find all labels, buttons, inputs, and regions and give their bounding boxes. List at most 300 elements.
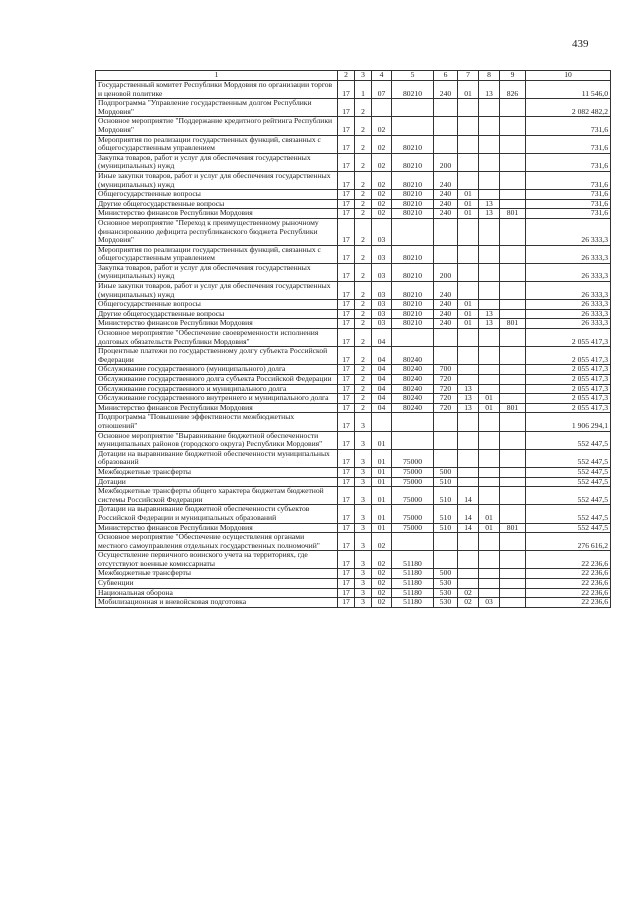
row-code: 01 [479, 505, 500, 523]
row-code [392, 218, 434, 245]
row-code: 17 [338, 487, 355, 505]
row-amount: 552 447,5 [526, 487, 611, 505]
row-code: 2 [355, 300, 372, 310]
row-amount: 552 447,5 [526, 449, 611, 467]
row-code: 240 [434, 300, 458, 310]
row-amount: 2 055 417,3 [526, 384, 611, 394]
row-code: 2 [355, 190, 372, 200]
row-code: 02 [372, 569, 392, 579]
table-row [96, 135, 611, 153]
row-code: 3 [355, 449, 372, 467]
row-amount: 731,6 [526, 209, 611, 219]
row-code [479, 384, 500, 394]
row-code: 01 [458, 209, 479, 219]
row-code [500, 153, 526, 171]
row-code: 80210 [392, 263, 434, 281]
row-description: Иные закупки товаров, работ и услуг для обеспечения государственных (муниципальных) нужд [96, 282, 338, 300]
row-code [479, 218, 500, 245]
row-code: 01 [458, 309, 479, 319]
row-code [372, 99, 392, 117]
row-code: 04 [372, 365, 392, 375]
row-code: 2 [355, 403, 372, 413]
row-code: 75000 [392, 477, 434, 487]
table-row [96, 375, 611, 385]
row-code: 510 [434, 523, 458, 533]
row-description: Подпрограмма "Повышение эффективности межбюджетных отношений" [96, 413, 338, 431]
row-code [500, 218, 526, 245]
row-code: 51180 [392, 588, 434, 598]
row-code: 17 [338, 569, 355, 579]
row-code: 17 [338, 523, 355, 533]
row-code [500, 309, 526, 319]
row-amount: 552 447,5 [526, 467, 611, 477]
row-code [479, 487, 500, 505]
column-header: 3 [355, 71, 372, 81]
budget-table [95, 70, 611, 608]
row-description: Другие общегосударственные вопросы [96, 309, 338, 319]
row-code: 03 [372, 309, 392, 319]
row-code: 17 [338, 579, 355, 589]
row-code [434, 117, 458, 135]
row-amount: 26 333,3 [526, 245, 611, 263]
table-row [96, 329, 611, 347]
row-amount: 26 333,3 [526, 282, 611, 300]
row-code: 17 [338, 209, 355, 219]
row-amount: 22 236,6 [526, 551, 611, 569]
row-code: 02 [372, 533, 392, 551]
row-code: 80210 [392, 300, 434, 310]
row-code [500, 263, 526, 281]
row-code: 17 [338, 467, 355, 477]
column-header: 2 [338, 71, 355, 81]
column-header: 5 [392, 71, 434, 81]
row-code: 17 [338, 282, 355, 300]
row-code: 510 [434, 487, 458, 505]
row-code: 80210 [392, 245, 434, 263]
row-code: 02 [372, 117, 392, 135]
table-row [96, 99, 611, 117]
row-code: 2 [355, 171, 372, 189]
row-code: 80210 [392, 319, 434, 329]
row-amount: 26 333,3 [526, 263, 611, 281]
row-code: 3 [355, 551, 372, 569]
row-amount: 22 236,6 [526, 598, 611, 608]
row-amount: 1 906 294,1 [526, 413, 611, 431]
row-code: 75000 [392, 449, 434, 467]
row-description: Другие общегосударственные вопросы [96, 199, 338, 209]
row-code: 01 [372, 467, 392, 477]
row-code [434, 533, 458, 551]
row-code [500, 384, 526, 394]
row-code: 75000 [392, 523, 434, 533]
row-code: 01 [458, 190, 479, 200]
row-code: 17 [338, 190, 355, 200]
row-code [458, 117, 479, 135]
table-row [96, 598, 611, 608]
row-code: 2 [355, 329, 372, 347]
column-header: 7 [458, 71, 479, 81]
row-code [392, 431, 434, 449]
row-code: 01 [458, 199, 479, 209]
table-row [96, 209, 611, 219]
row-code [458, 347, 479, 365]
row-code: 2 [355, 375, 372, 385]
row-code: 3 [355, 467, 372, 477]
row-code [500, 477, 526, 487]
row-code: 02 [372, 135, 392, 153]
row-description: Министерство финансов Республики Мордовия [96, 319, 338, 329]
row-code [479, 263, 500, 281]
row-code [500, 588, 526, 598]
row-code: 17 [338, 347, 355, 365]
column-header: 9 [500, 71, 526, 81]
row-code: 04 [372, 375, 392, 385]
row-amount: 11 546,0 [526, 81, 611, 99]
row-code: 17 [338, 413, 355, 431]
table-row [96, 384, 611, 394]
table-row [96, 569, 611, 579]
row-code: 2 [355, 319, 372, 329]
row-description: Основное мероприятие "Обеспечение осуществления органами местного самоуправления отдельных государственных полномочий" [96, 533, 338, 551]
row-code [500, 300, 526, 310]
row-description: Общегосударственные вопросы [96, 300, 338, 310]
row-code: 80210 [392, 282, 434, 300]
row-code: 2 [355, 365, 372, 375]
table-row [96, 117, 611, 135]
row-description: Обслуживание государственного внутреннего и муниципального долга [96, 394, 338, 404]
table-row [96, 199, 611, 209]
row-amount: 552 447,5 [526, 477, 611, 487]
table-row [96, 81, 611, 99]
row-code [458, 449, 479, 467]
row-code [434, 347, 458, 365]
row-code: 17 [338, 365, 355, 375]
row-description: Межбюджетные трансферты [96, 467, 338, 477]
row-code: 13 [479, 81, 500, 99]
row-code: 17 [338, 117, 355, 135]
row-code: 3 [355, 588, 372, 598]
row-description: Основное мероприятие "Переход к преимущественному рыночному финансированию дефицита республиканского бюджета Республики Мордовия" [96, 218, 338, 245]
row-code: 03 [372, 300, 392, 310]
row-code: 2 [355, 135, 372, 153]
row-code: 02 [372, 199, 392, 209]
row-description: Дотации на выравнивание бюджетной обеспеченности субъектов Российской Федерации и муниципальных образований [96, 505, 338, 523]
row-code: 51180 [392, 579, 434, 589]
table-row [96, 171, 611, 189]
row-code [479, 569, 500, 579]
row-code: 80210 [392, 135, 434, 153]
row-description: Государственный комитет Республики Мордовия по организации торгов и ценовой политике [96, 81, 338, 99]
row-code [500, 375, 526, 385]
row-code: 02 [372, 209, 392, 219]
row-code: 720 [434, 403, 458, 413]
table-row [96, 551, 611, 569]
row-code: 04 [372, 403, 392, 413]
table-row [96, 245, 611, 263]
row-code [392, 117, 434, 135]
table-row [96, 153, 611, 171]
row-code [458, 569, 479, 579]
row-code: 17 [338, 477, 355, 487]
row-code [458, 579, 479, 589]
row-amount: 552 447,5 [526, 523, 611, 533]
row-code: 01 [372, 431, 392, 449]
table-row [96, 263, 611, 281]
row-code [479, 135, 500, 153]
row-code: 51180 [392, 551, 434, 569]
row-amount: 2 055 417,3 [526, 365, 611, 375]
row-description: Закупка товаров, работ и услуг для обеспечения государственных (муниципальных) нужд [96, 153, 338, 171]
row-description: Основное мероприятие "Поддержание кредитного рейтинга Республики Мордовия" [96, 117, 338, 135]
row-code: 14 [458, 487, 479, 505]
row-code [479, 347, 500, 365]
row-code: 01 [458, 300, 479, 310]
row-code: 03 [372, 245, 392, 263]
row-code: 17 [338, 394, 355, 404]
row-code: 80240 [392, 347, 434, 365]
row-code: 80210 [392, 171, 434, 189]
table-row [96, 394, 611, 404]
row-code: 17 [338, 135, 355, 153]
row-code [479, 99, 500, 117]
row-code: 17 [338, 588, 355, 598]
row-amount: 22 236,6 [526, 579, 611, 589]
row-code: 801 [500, 523, 526, 533]
row-code: 3 [355, 569, 372, 579]
row-code: 80210 [392, 309, 434, 319]
row-description: Дотации на выравнивание бюджетной обеспеченности муниципальных образований [96, 449, 338, 467]
row-code [434, 413, 458, 431]
row-code [392, 413, 434, 431]
row-code: 3 [355, 413, 372, 431]
row-code: 17 [338, 81, 355, 99]
row-code: 2 [355, 394, 372, 404]
table-row [96, 588, 611, 598]
row-code: 13 [479, 209, 500, 219]
row-code [500, 171, 526, 189]
row-code [458, 431, 479, 449]
row-amount: 731,6 [526, 199, 611, 209]
row-code [479, 329, 500, 347]
table-row [96, 319, 611, 329]
row-description: Субвенции [96, 579, 338, 589]
row-amount: 2 055 417,3 [526, 347, 611, 365]
row-code: 02 [458, 588, 479, 598]
table-row [96, 218, 611, 245]
row-code [500, 487, 526, 505]
row-code [458, 218, 479, 245]
row-code: 17 [338, 551, 355, 569]
row-code: 17 [338, 431, 355, 449]
row-code [458, 99, 479, 117]
row-description: Мероприятия по реализации государственных функций, связанных с общегосударственным управлением [96, 245, 338, 263]
row-code: 17 [338, 375, 355, 385]
row-code [458, 477, 479, 487]
row-code: 03 [372, 282, 392, 300]
row-code [500, 413, 526, 431]
row-amount: 731,6 [526, 190, 611, 200]
row-code: 2 [355, 245, 372, 263]
row-code: 3 [355, 431, 372, 449]
row-code [479, 533, 500, 551]
row-description: Национальная оборона [96, 588, 338, 598]
table-row [96, 347, 611, 365]
row-code: 500 [434, 569, 458, 579]
row-code [458, 365, 479, 375]
row-code [458, 551, 479, 569]
table-row [96, 309, 611, 319]
row-description: Обслуживание государственного долга субъекта Российской Федерации [96, 375, 338, 385]
row-code [500, 449, 526, 467]
row-code [500, 598, 526, 608]
row-code: 1 [355, 81, 372, 99]
row-code: 04 [372, 384, 392, 394]
row-code [479, 365, 500, 375]
row-description: Мобилизационная и вневойсковая подготовка [96, 598, 338, 608]
row-code: 3 [355, 477, 372, 487]
row-description: Мероприятия по реализации государственных функций, связанных с общегосударственным управлением [96, 135, 338, 153]
row-code: 13 [458, 384, 479, 394]
row-code: 01 [458, 81, 479, 99]
row-code [479, 551, 500, 569]
row-code: 2 [355, 209, 372, 219]
row-code: 51180 [392, 598, 434, 608]
row-code: 75000 [392, 505, 434, 523]
row-code [479, 117, 500, 135]
row-code [479, 467, 500, 477]
row-description: Основное мероприятие "Обеспечение своевременности исполнения долговых обязательств Республики Мордовия" [96, 329, 338, 347]
row-code: 17 [338, 199, 355, 209]
row-code [392, 99, 434, 117]
column-header: 10 [526, 71, 611, 81]
row-code [392, 533, 434, 551]
row-code: 80240 [392, 403, 434, 413]
row-code [479, 579, 500, 589]
row-code: 17 [338, 171, 355, 189]
row-code [500, 394, 526, 404]
row-code: 2 [355, 309, 372, 319]
row-code: 3 [355, 487, 372, 505]
row-amount: 2 082 482,2 [526, 99, 611, 117]
row-code [372, 413, 392, 431]
row-code: 75000 [392, 487, 434, 505]
row-code: 530 [434, 579, 458, 589]
row-code: 530 [434, 598, 458, 608]
table-row [96, 431, 611, 449]
row-code: 02 [372, 598, 392, 608]
row-code: 17 [338, 300, 355, 310]
row-code [479, 588, 500, 598]
row-code: 3 [355, 533, 372, 551]
row-code [500, 117, 526, 135]
row-code [434, 245, 458, 263]
row-code: 01 [372, 477, 392, 487]
table-row [96, 523, 611, 533]
row-code: 17 [338, 319, 355, 329]
row-amount: 731,6 [526, 135, 611, 153]
row-code: 80240 [392, 365, 434, 375]
column-header: 8 [479, 71, 500, 81]
row-code: 07 [372, 81, 392, 99]
row-code [500, 533, 526, 551]
row-code: 03 [372, 218, 392, 245]
row-code: 02 [458, 598, 479, 608]
row-description: Межбюджетные трансферты [96, 569, 338, 579]
row-code: 80240 [392, 394, 434, 404]
row-code [500, 99, 526, 117]
row-code: 2 [355, 218, 372, 245]
row-code [458, 171, 479, 189]
row-code: 3 [355, 505, 372, 523]
row-amount: 276 616,2 [526, 533, 611, 551]
row-code: 04 [372, 347, 392, 365]
row-code: 240 [434, 209, 458, 219]
row-description: Процентные платежи по государственному долгу субъекта Российской Федерации [96, 347, 338, 365]
row-code [458, 533, 479, 551]
row-code: 80240 [392, 375, 434, 385]
row-code: 01 [372, 523, 392, 533]
row-code [434, 99, 458, 117]
row-code [479, 153, 500, 171]
row-code [479, 477, 500, 487]
table-row [96, 449, 611, 467]
row-code: 2 [355, 153, 372, 171]
row-description: Обслуживание государственного (муниципального) долга [96, 365, 338, 375]
row-code: 01 [479, 523, 500, 533]
row-code: 13 [479, 309, 500, 319]
row-amount: 731,6 [526, 117, 611, 135]
row-code: 240 [434, 319, 458, 329]
row-amount: 26 333,3 [526, 309, 611, 319]
table-row [96, 467, 611, 477]
row-amount: 26 333,3 [526, 300, 611, 310]
row-code [500, 365, 526, 375]
table-row [96, 190, 611, 200]
row-amount: 26 333,3 [526, 319, 611, 329]
row-code: 02 [372, 190, 392, 200]
row-code [434, 449, 458, 467]
row-code: 2 [355, 99, 372, 117]
row-code: 14 [458, 505, 479, 523]
row-code: 240 [434, 81, 458, 99]
row-code [500, 467, 526, 477]
row-code: 2 [355, 282, 372, 300]
row-code: 2 [355, 263, 372, 281]
column-header: 4 [372, 71, 392, 81]
row-amount: 2 055 417,3 [526, 375, 611, 385]
row-code: 03 [372, 263, 392, 281]
row-code: 510 [434, 505, 458, 523]
row-code [458, 467, 479, 477]
row-code: 02 [372, 588, 392, 598]
table-row [96, 505, 611, 523]
row-description: Министерство финансов Республики Мордовия [96, 209, 338, 219]
row-code: 2 [355, 199, 372, 209]
row-code: 51180 [392, 569, 434, 579]
row-code [434, 329, 458, 347]
row-code: 17 [338, 384, 355, 394]
row-code: 03 [479, 598, 500, 608]
row-code: 240 [434, 282, 458, 300]
row-code [458, 413, 479, 431]
row-code [479, 300, 500, 310]
row-description: Осуществление первичного воинского учета на территориях, где отсутствуют военные комиссариаты [96, 551, 338, 569]
row-description: Подпрограмма "Управление государственным долгом Республики Мордовия" [96, 99, 338, 117]
row-code: 17 [338, 449, 355, 467]
row-code: 14 [458, 523, 479, 533]
row-description: Обслуживание государственного и муниципального долга [96, 384, 338, 394]
row-code: 04 [372, 329, 392, 347]
